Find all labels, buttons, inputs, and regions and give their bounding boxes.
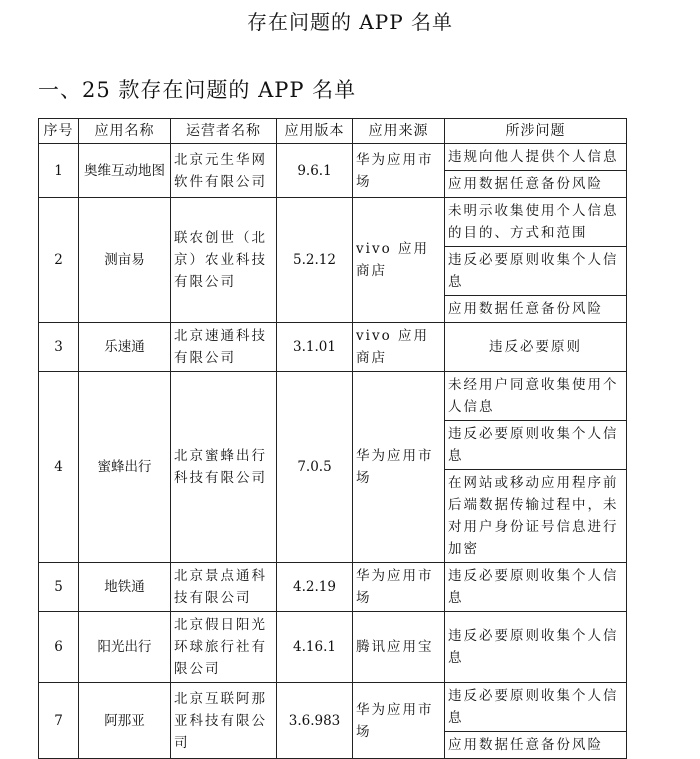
header-source: 应用来源 bbox=[353, 119, 445, 144]
row-no: 5 bbox=[39, 563, 79, 612]
row-no: 2 bbox=[39, 198, 79, 323]
app-source: vivo 应用商店 bbox=[353, 198, 445, 323]
issue-item: 未明示收集使用个人信息的目的、方式和范围 bbox=[445, 198, 627, 247]
issue-item: 违反必要原则收集个人信息 bbox=[445, 612, 627, 683]
issue-item: 应用数据任意备份风险 bbox=[445, 171, 627, 198]
app-source: vivo 应用商店 bbox=[353, 323, 445, 372]
section-heading: 一、25 款存在问题的 APP 名单 bbox=[38, 78, 357, 102]
table-row bbox=[39, 683, 627, 732]
app-version: 7.0.5 bbox=[277, 372, 353, 563]
issue-item: 违规向他人提供个人信息 bbox=[445, 144, 627, 171]
issue-item: 违反必要原则收集个人信息 bbox=[445, 683, 627, 732]
operator-name: 北京景点通科技有限公司 bbox=[171, 563, 277, 612]
table-row bbox=[39, 198, 627, 247]
issue-item: 违反必要原则 bbox=[445, 323, 627, 372]
header-issues: 所涉问题 bbox=[445, 119, 627, 144]
row-no: 6 bbox=[39, 612, 79, 683]
operator-name: 联农创世（北京）农业科技有限公司 bbox=[171, 198, 277, 323]
document-title: 存在问题的 APP 名单 bbox=[246, 10, 454, 34]
row-no: 1 bbox=[39, 144, 79, 198]
app-name: 阿那亚 bbox=[79, 683, 171, 759]
app-source: 华为应用市场 bbox=[353, 563, 445, 612]
issue-item: 违反必要原则收集个人信息 bbox=[445, 421, 627, 470]
operator-name: 北京元生华网软件有限公司 bbox=[171, 144, 277, 198]
operator-name: 北京假日阳光环球旅行社有限公司 bbox=[171, 612, 277, 683]
header-app-name: 应用名称 bbox=[79, 119, 171, 144]
app-version: 5.2.12 bbox=[277, 198, 353, 323]
operator-name: 北京蜜蜂出行科技有限公司 bbox=[171, 372, 277, 563]
app-name: 奥维互动地图 bbox=[79, 144, 171, 198]
issue-item: 在网站或移动应用程序前后端数据传输过程中，未对用户身份证号信息进行加密 bbox=[445, 470, 627, 563]
app-name: 地铁通 bbox=[79, 563, 171, 612]
app-version: 3.1.01 bbox=[277, 323, 353, 372]
table-row bbox=[39, 144, 627, 171]
issue-item: 未经用户同意收集使用个人信息 bbox=[445, 372, 627, 421]
app-source: 华为应用市场 bbox=[353, 144, 445, 198]
app-source: 腾讯应用宝 bbox=[353, 612, 445, 683]
app-name: 乐速通 bbox=[79, 323, 171, 372]
row-no: 7 bbox=[39, 683, 79, 759]
table-header-row bbox=[39, 119, 627, 144]
operator-name: 北京互联阿那亚科技有限公司 bbox=[171, 683, 277, 759]
row-no: 3 bbox=[39, 323, 79, 372]
app-list-table bbox=[38, 118, 627, 759]
operator-name: 北京速通科技有限公司 bbox=[171, 323, 277, 372]
header-no: 序号 bbox=[39, 119, 79, 144]
app-name: 蜜蜂出行 bbox=[79, 372, 171, 563]
issue-item: 违反必要原则收集个人信息 bbox=[445, 247, 627, 296]
header-operator: 运营者名称 bbox=[171, 119, 277, 144]
row-no: 4 bbox=[39, 372, 79, 563]
header-version: 应用版本 bbox=[277, 119, 353, 144]
issue-item: 应用数据任意备份风险 bbox=[445, 732, 627, 759]
app-version: 9.6.1 bbox=[277, 144, 353, 198]
table-row bbox=[39, 563, 627, 612]
app-source: 华为应用市场 bbox=[353, 683, 445, 759]
app-name: 测亩易 bbox=[79, 198, 171, 323]
app-version: 4.16.1 bbox=[277, 612, 353, 683]
app-version: 3.6.983 bbox=[277, 683, 353, 759]
table-row bbox=[39, 612, 627, 683]
app-version: 4.2.19 bbox=[277, 563, 353, 612]
issue-item: 违反必要原则收集个人信息 bbox=[445, 563, 627, 612]
issue-item: 应用数据任意备份风险 bbox=[445, 296, 627, 323]
table-row bbox=[39, 372, 627, 421]
app-name: 阳光出行 bbox=[79, 612, 171, 683]
app-source: 华为应用市场 bbox=[353, 372, 445, 563]
table-row bbox=[39, 323, 627, 372]
